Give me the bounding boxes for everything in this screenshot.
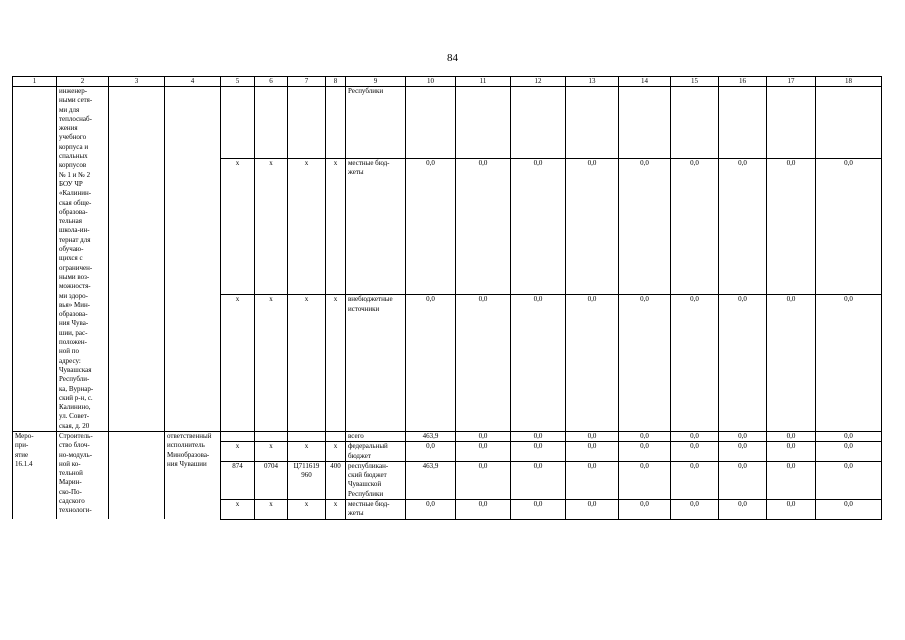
value-cell: 0,0 xyxy=(566,442,619,462)
header-cell: 17 xyxy=(767,77,816,87)
col3-cell xyxy=(109,431,165,519)
value-cell: 0,0 xyxy=(671,158,719,295)
value-cell: 0,0 xyxy=(816,442,882,462)
value-cell xyxy=(619,87,671,159)
header-cell: 3 xyxy=(109,77,165,87)
value-cell: 0,0 xyxy=(566,500,619,520)
table-row xyxy=(13,87,882,159)
value-cell: 0,0 xyxy=(719,158,767,295)
code-cell: х xyxy=(255,442,288,462)
event-description: инженер- ными сетя- ми для теплоснаб- жения учебного корпуса и спальных корпусов № 1 и № 2 БОУ ЧР «Калинин- ская обще- образова- тельная школа-ин- тернат для обучаю- щихся с ограничен- ными воз- можностя- ми здоро- вья» Мин- образова- ния Чува- шии, рас- положен- ной по адресу: Чувашская Республи- ка, Вурнар- ский р-н, с. Калинино, ул. Совет- ская, д. 20 xyxy=(57,87,109,432)
value-cell: 0,0 xyxy=(511,461,566,499)
value-cell: 0,0 xyxy=(456,442,511,462)
event-number: Меро- при- ятие 16.1.4 xyxy=(13,431,57,519)
code-cell: Ц711619 960 xyxy=(288,461,326,499)
code-cell: х xyxy=(288,500,326,520)
responsible-executor: ответственный исполнитель Минобразова- ния Чувашии xyxy=(165,431,221,519)
value-cell: 0,0 xyxy=(816,431,882,441)
header-cell: 8 xyxy=(326,77,346,87)
value-cell: 0,0 xyxy=(816,295,882,432)
header-cell: 5 xyxy=(221,77,255,87)
value-cell: 0,0 xyxy=(816,500,882,520)
code-cell: х xyxy=(288,295,326,432)
code-cell: 874 xyxy=(221,461,255,499)
value-cell: 0,0 xyxy=(816,158,882,295)
header-cell: 4 xyxy=(165,77,221,87)
value-cell: 0,0 xyxy=(671,461,719,499)
value-cell: 0,0 xyxy=(406,442,456,462)
value-cell: 0,0 xyxy=(767,295,816,432)
code-cell xyxy=(326,431,346,441)
value-cell: 0,0 xyxy=(619,295,671,432)
funding-source: местные бюд- жеты xyxy=(346,158,406,295)
value-cell: 0,0 xyxy=(767,500,816,520)
value-cell: 463,9 xyxy=(406,431,456,441)
funding-source: внебюджетные источники xyxy=(346,295,406,432)
header-cell: 7 xyxy=(288,77,326,87)
value-cell: 0,0 xyxy=(719,500,767,520)
code-cell: х xyxy=(255,295,288,432)
code-cell: 0704 xyxy=(255,461,288,499)
value-cell: 0,0 xyxy=(511,158,566,295)
funding-source: местные бюд- жеты xyxy=(346,500,406,520)
col1-cell xyxy=(13,87,57,432)
code-cell: 400 xyxy=(326,461,346,499)
header-cell: 10 xyxy=(406,77,456,87)
col4-cell xyxy=(165,87,221,432)
value-cell: 0,0 xyxy=(767,431,816,441)
code-cell xyxy=(255,431,288,441)
value-cell xyxy=(566,87,619,159)
code-cell xyxy=(221,87,255,159)
code-cell: х xyxy=(221,442,255,462)
value-cell: 0,0 xyxy=(456,158,511,295)
value-cell: 0,0 xyxy=(456,500,511,520)
header-cell: 13 xyxy=(566,77,619,87)
code-cell: х xyxy=(326,295,346,432)
value-cell: 0,0 xyxy=(406,500,456,520)
value-cell: 0,0 xyxy=(767,158,816,295)
table-row xyxy=(13,431,882,441)
page-number: 84 xyxy=(447,52,458,64)
value-cell: 0,0 xyxy=(406,295,456,432)
header-cell: 6 xyxy=(255,77,288,87)
header-cell: 11 xyxy=(456,77,511,87)
code-cell: х xyxy=(288,158,326,295)
value-cell: 0,0 xyxy=(566,295,619,432)
code-cell: х xyxy=(221,158,255,295)
funding-source: Республики xyxy=(346,87,406,159)
value-cell: 0,0 xyxy=(619,442,671,462)
code-cell xyxy=(288,87,326,159)
value-cell: 0,0 xyxy=(671,442,719,462)
code-cell: х xyxy=(326,442,346,462)
value-cell: 0,0 xyxy=(767,442,816,462)
header-cell: 1 xyxy=(13,77,57,87)
value-cell: 0,0 xyxy=(619,158,671,295)
value-cell xyxy=(671,87,719,159)
value-cell: 0,0 xyxy=(719,461,767,499)
code-cell: х xyxy=(326,158,346,295)
value-cell xyxy=(406,87,456,159)
value-cell: 0,0 xyxy=(671,295,719,432)
code-cell xyxy=(255,87,288,159)
header-cell: 18 xyxy=(816,77,882,87)
funding-source: республикан- ский бюджет Чувашской Республики xyxy=(346,461,406,499)
header-cell: 9 xyxy=(346,77,406,87)
value-cell xyxy=(767,87,816,159)
value-cell: 0,0 xyxy=(619,500,671,520)
value-cell: 463,9 xyxy=(406,461,456,499)
header-cell: 16 xyxy=(719,77,767,87)
code-cell xyxy=(221,431,255,441)
header-cell: 14 xyxy=(619,77,671,87)
header-row xyxy=(13,77,882,87)
code-cell: х xyxy=(221,295,255,432)
value-cell: 0,0 xyxy=(816,461,882,499)
value-cell: 0,0 xyxy=(767,461,816,499)
value-cell: 0,0 xyxy=(719,431,767,441)
header-cell: 2 xyxy=(57,77,109,87)
header-cell: 15 xyxy=(671,77,719,87)
code-cell xyxy=(326,87,346,159)
funding-source: федеральный бюджет xyxy=(346,442,406,462)
value-cell: 0,0 xyxy=(511,500,566,520)
value-cell: 0,0 xyxy=(456,461,511,499)
value-cell: 0,0 xyxy=(456,431,511,441)
value-cell: 0,0 xyxy=(406,158,456,295)
value-cell: 0,0 xyxy=(511,295,566,432)
col3-cell xyxy=(109,87,165,432)
value-cell: 0,0 xyxy=(511,442,566,462)
value-cell: 0,0 xyxy=(671,431,719,441)
code-cell: х xyxy=(288,442,326,462)
code-cell: х xyxy=(255,500,288,520)
value-cell: 0,0 xyxy=(566,461,619,499)
budget-table xyxy=(12,76,882,520)
header-cell: 12 xyxy=(511,77,566,87)
value-cell: 0,0 xyxy=(511,431,566,441)
value-cell: 0,0 xyxy=(671,500,719,520)
funding-source: всего xyxy=(346,431,406,441)
value-cell: 0,0 xyxy=(566,431,619,441)
value-cell: 0,0 xyxy=(719,295,767,432)
event-description: Строитель- ство блоч- но-модуль- ной ко- тельной Марин- ско-По- садского технологи- xyxy=(57,431,109,519)
code-cell: х xyxy=(326,500,346,520)
value-cell xyxy=(816,87,882,159)
value-cell: 0,0 xyxy=(619,431,671,441)
value-cell: 0,0 xyxy=(456,295,511,432)
code-cell: х xyxy=(221,500,255,520)
value-cell xyxy=(511,87,566,159)
value-cell: 0,0 xyxy=(619,461,671,499)
value-cell: 0,0 xyxy=(566,158,619,295)
code-cell xyxy=(288,431,326,441)
value-cell xyxy=(719,87,767,159)
value-cell: 0,0 xyxy=(719,442,767,462)
code-cell: х xyxy=(255,158,288,295)
value-cell xyxy=(456,87,511,159)
